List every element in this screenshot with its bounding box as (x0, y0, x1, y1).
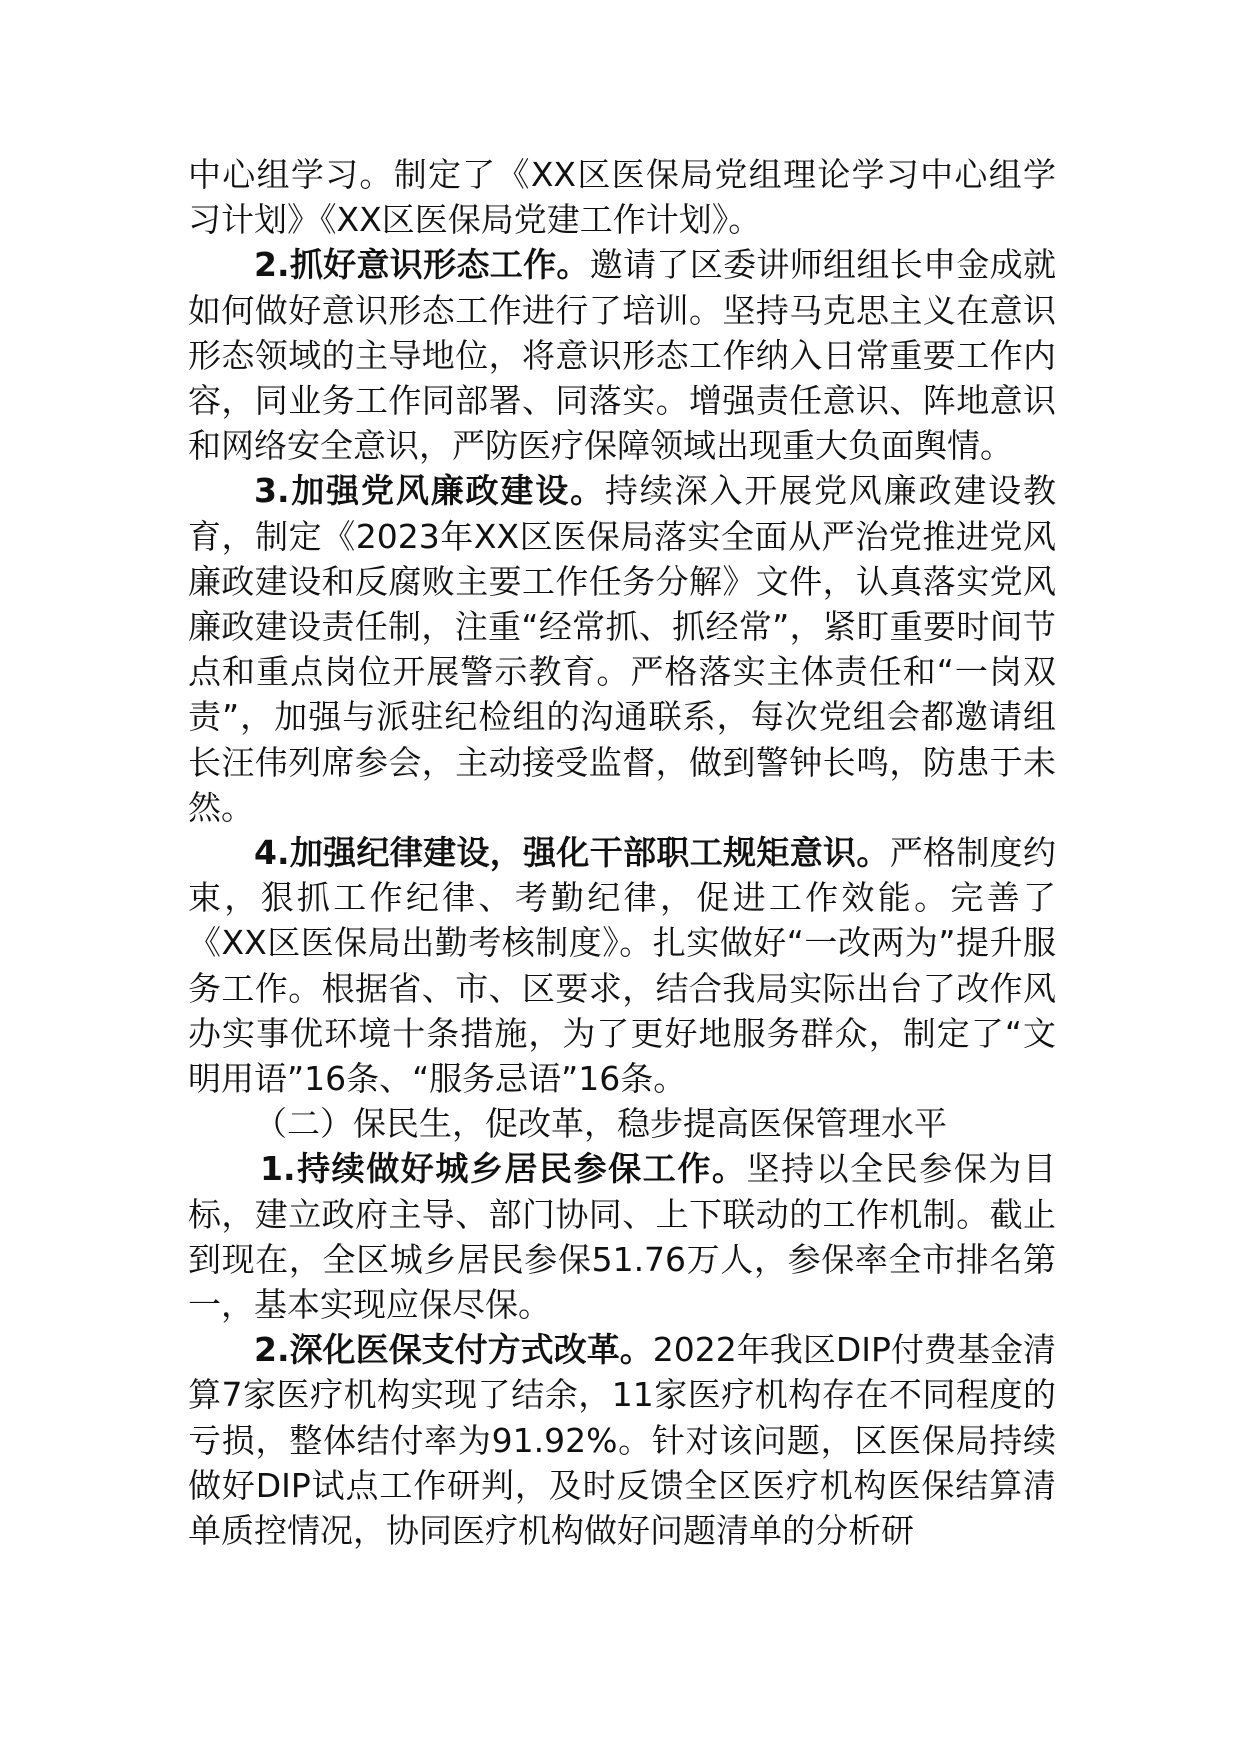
paragraph-lead: 3.加强党风廉政建设。 (254, 471, 605, 511)
paragraph-enrollment (188, 1146, 1056, 1327)
paragraph-payment-reform (188, 1327, 1056, 1553)
paragraph-text: 邀请了区委讲师组组长申金成就如何做好意识形态工作进行了培训。坚持马克思主义在意识形态领域的主导地位，将意识形态工作纳入日常重要工作内容，同业务工作同部署、同落实。增强责任意识、阵地意识和网络安全意识，严防医疗保障领域出现重大负面舆情。 (188, 245, 1057, 466)
paragraph-clean-governance (188, 468, 1056, 830)
paragraph-text: 严格制度约束，狠抓工作纪律、考勤纪律，促进工作效能。完善了《XX区医保局出勤考核制度》。扎实做好“一改两为”提升服务工作。根据省、市、区要求，结合我局实际出台了改作风办实事优环境十条措施，为了更好地服务群众，制定了“文明用语”16条、“服务忌语”16条。 (188, 833, 1057, 1099)
paragraph-text: 坚持以全民参保为目标，建立政府主导、部门协同、上下联动的工作机制。截止到现在，全区城乡居民参保51.76万人，参保率全市排名第一，基本实现应保尽保。 (188, 1149, 1056, 1325)
paragraph-lead: 4.加强纪律建设，强化干部职工规矩意识。 (254, 833, 890, 873)
paragraph-text: 中心组学习。制定了《XX区医保局党组理论学习中心组学习计划》《XX区医保局党建工作计划》。 (188, 155, 1056, 240)
paragraph-ideology-work (188, 242, 1056, 468)
section-heading-2 (188, 1101, 1056, 1146)
paragraph-lead: 1.持续做好城乡居民参保工作。 (260, 1149, 747, 1189)
paragraph-lead: 2.抓好意识形态工作。 (254, 245, 590, 285)
document-body (188, 152, 1056, 1553)
paragraph-continuation (188, 152, 1056, 242)
paragraph-text: 2022年我区DIP付费基金清算7家医疗机构实现了结余，11家医疗机构存在不同程度的亏损，整体结付率为91.92%。针对该问题，区医保局持续做好DIP试点工作研判，及时反馈全区医疗机构医保结算清单质控情况，协同医疗机构做好问题清单的分析研 (188, 1330, 1056, 1551)
section-heading-text: （二）保民生，促改革，稳步提高医保管理水平 (254, 1104, 947, 1144)
paragraph-lead: 2.深化医保支付方式改革。 (254, 1330, 653, 1370)
paragraph-discipline (188, 830, 1056, 1101)
paragraph-text: 持续深入开展党风廉政建设教育，制定《2023年XX区医保局落实全面从严治党推进党风廉政建设和反腐败主要工作任务分解》文件，认真落实党风廉政建设责任制，注重“经常抓、抓经常”，紧盯重要时间节点和重点岗位开展警示教育。严格落实主体责任和“一岗双责”，加强与派驻纪检组的沟通联系，每次党组会都邀请组长汪伟列席参会，主动接受监督，做到警钟长鸣，防患于未然。 (188, 471, 1057, 827)
